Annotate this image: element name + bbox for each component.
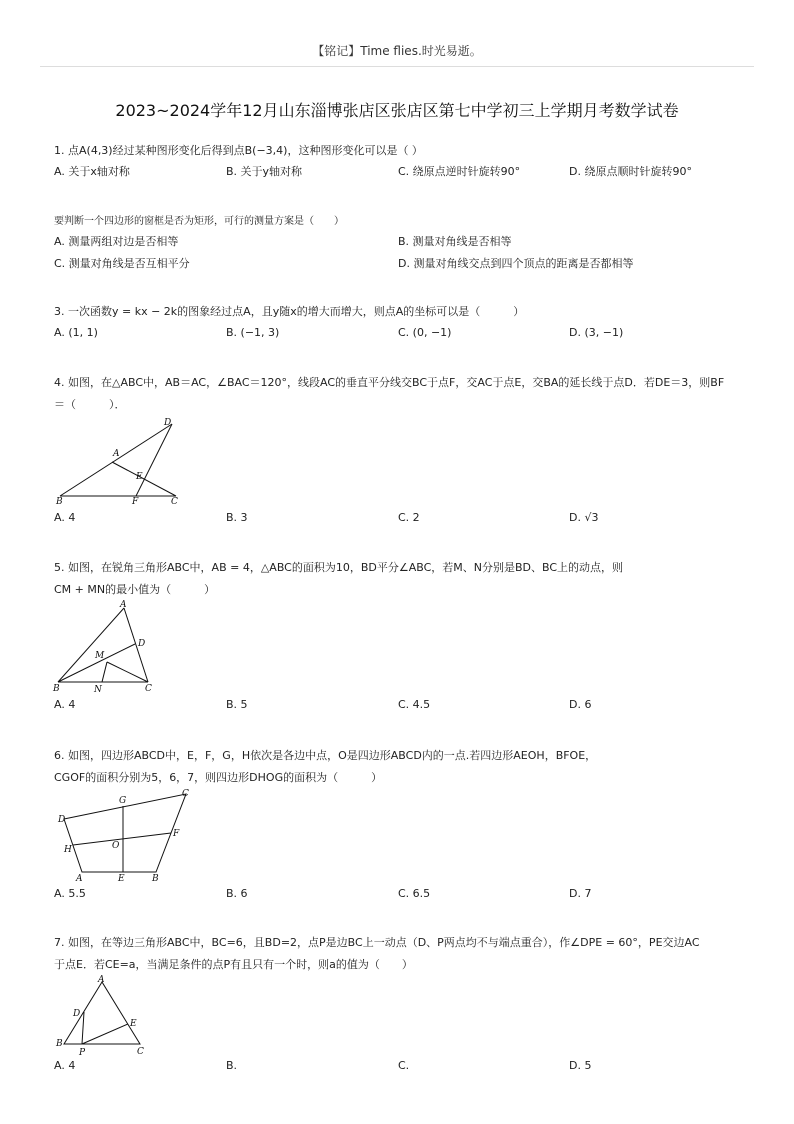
q5-label-m: M — [95, 651, 105, 661]
q6-stem-line2: CGOF的面积分别为5，6，7，则四边形DHOG的面积为（ ） — [54, 771, 383, 784]
q4-figure — [54, 416, 194, 506]
q6-option-a[interactable]: A. 5.5 — [54, 887, 86, 900]
q6-label-a: A — [76, 874, 83, 884]
q4-option-a[interactable]: A. 4 — [54, 511, 76, 524]
q7-option-d[interactable]: D. 5 — [569, 1059, 592, 1072]
q5-option-d[interactable]: D. 6 — [569, 698, 592, 711]
q2-stem: 要判断一个四边形的窗框是否为矩形，可行的测量方案是（ ） — [54, 216, 344, 227]
q7-label-c: C — [137, 1047, 144, 1057]
q1-option-c[interactable]: C. 绕原点逆时针旋转90° — [398, 165, 521, 178]
q3-option-c[interactable]: C. (0, −1) — [398, 326, 452, 339]
q7-label-e: E — [130, 1019, 137, 1029]
q4-option-b[interactable]: B. 3 — [226, 511, 248, 524]
q2-option-d[interactable]: D. 测量对角线交点到四个顶点的距离是否都相等 — [398, 257, 634, 270]
q5-figure — [50, 596, 170, 696]
q6-label-e: E — [118, 874, 125, 884]
q6-label-g: G — [119, 796, 127, 806]
q4-label-e: E — [136, 472, 143, 482]
q7-option-b[interactable]: B. — [226, 1059, 238, 1072]
q3-option-b[interactable]: B. (−1, 3) — [226, 326, 280, 339]
q5-option-b[interactable]: B. 5 — [226, 698, 248, 711]
q1-stem: 1. 点A(4,3)经过某种图形变化后得到点B(−3,4)，这种图形变化可以是（ ） — [54, 144, 423, 157]
q6-figure — [52, 786, 198, 886]
page-title: 2023~2024学年12月山东淄博张店区张店区第七中学初三上学期月考数学试卷 — [115, 101, 679, 120]
page-header-motto: 【铭记】Time flies.时光易逝。 — [312, 44, 482, 58]
q5-label-d: D — [138, 639, 146, 649]
q6-label-b: B — [152, 874, 159, 884]
q3-stem: 3. 一次函数y = kx − 2k的图象经过点A，且y随x的增大而增大，则点A的坐标可以是（ ） — [54, 305, 525, 318]
q4-label-c: C — [171, 497, 178, 506]
q4-option-d[interactable]: D. √3 — [569, 511, 599, 524]
q6-label-f: F — [173, 829, 180, 839]
q5-label-c: C — [145, 684, 152, 694]
q5-label-b: B — [53, 684, 60, 694]
q3-option-d[interactable]: D. (3, −1) — [569, 326, 624, 339]
q5-option-a[interactable]: A. 4 — [54, 698, 76, 711]
q6-label-o: O — [112, 841, 120, 851]
q1-option-b[interactable]: B. 关于y轴对称 — [226, 165, 303, 178]
header-divider — [40, 66, 754, 67]
q6-label-d: D — [58, 815, 66, 825]
q6-option-b[interactable]: B. 6 — [226, 887, 248, 900]
q5-label-a: A — [120, 600, 127, 610]
q6-option-d[interactable]: D. 7 — [569, 887, 592, 900]
q6-label-c: C — [182, 789, 189, 799]
q4-label-d: D — [164, 418, 172, 428]
q4-stem: 4. 如图，在△ABC中，AB＝AC，∠BAC＝120°，线段AC的垂直平分线交BC于点F，交AC于点E，交BA的延长线于点D．若DE＝3，则BF — [54, 376, 725, 389]
q5-stem: 5. 如图，在锐角三角形ABC中，AB = 4，△ABC的面积为10，BD平分∠ABC，若M、N分别是BD、BC上的动点，则 — [54, 561, 624, 574]
q3-option-a[interactable]: A. (1, 1) — [54, 326, 98, 339]
q7-figure — [52, 974, 152, 1058]
q5-label-n: N — [94, 685, 102, 695]
q7-label-b: B — [56, 1039, 63, 1049]
q5-stem-line2: CM + MN的最小值为（ ） — [54, 583, 216, 596]
q7-stem-line2: 于点E．若CE=a，当满足条件的点P有且只有一个时，则a的值为（ ） — [54, 958, 413, 971]
q2-option-b[interactable]: B. 测量对角线是否相等 — [398, 235, 512, 248]
q6-stem: 6. 如图，四边形ABCD中，E，F，G，H依次是各边中点，O是四边形ABCD内的一点.若四边形AEOH，BFOE， — [54, 749, 597, 762]
q6-option-c[interactable]: C. 6.5 — [398, 887, 431, 900]
q4-option-c[interactable]: C. 2 — [398, 511, 420, 524]
q6-label-h: H — [64, 845, 72, 855]
q2-option-a[interactable]: A. 测量两组对边是否相等 — [54, 235, 179, 248]
q4-label-a: A — [113, 449, 120, 459]
q4-label-b: B — [56, 497, 63, 506]
q7-label-d: D — [73, 1009, 81, 1019]
q4-stem-line2: ＝（ ）． — [54, 398, 126, 411]
q5-option-c[interactable]: C. 4.5 — [398, 698, 431, 711]
q7-label-a: A — [98, 975, 105, 985]
q7-option-c[interactable]: C. — [398, 1059, 410, 1072]
q1-option-d[interactable]: D. 绕原点顺时针旋转90° — [569, 165, 692, 178]
q1-option-a[interactable]: A. 关于x轴对称 — [54, 165, 130, 178]
q7-option-a[interactable]: A. 4 — [54, 1059, 76, 1072]
q4-label-f: F — [132, 497, 139, 506]
q7-label-p: P — [79, 1048, 86, 1058]
q7-stem: 7. 如图，在等边三角形ABC中，BC=6，且BD=2，点P是边BC上一动点（D、P两点均不与端点重合），作∠DPE = 60°，PE交边AC — [54, 936, 700, 949]
q2-option-c[interactable]: C. 测量对角线是否互相平分 — [54, 257, 190, 270]
